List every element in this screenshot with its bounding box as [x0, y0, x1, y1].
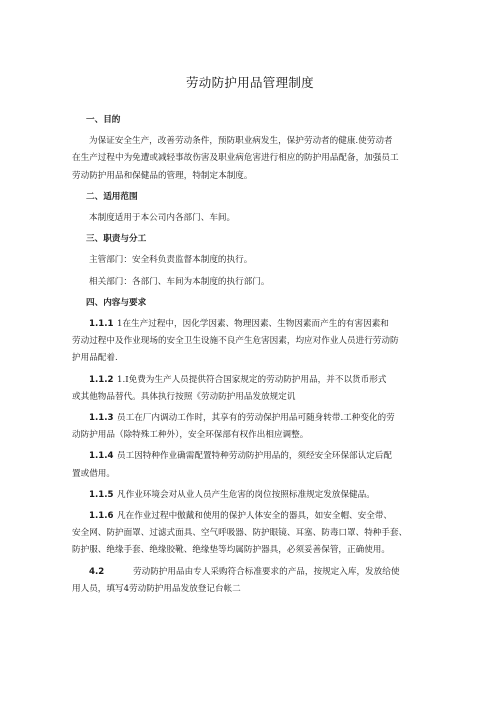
- paragraph-line: 1.I免费为生产人员提供符合国家规定的劳动防护用品，并不以货币形式: [117, 374, 387, 385]
- paragraph-line: 用人员，填写4劳动防护用品发放登记台帐二: [72, 583, 241, 594]
- numbered-clause: [72, 448, 440, 482]
- paragraph-line: 相关部门：各部门、车间为本制度的执行部门。: [89, 276, 270, 287]
- paragraph-line: 劳动过程中及作业现场的安全卫生设施不良产生危害因素，均应对作业人员进行劳动防: [72, 336, 399, 347]
- clause-number: 1.1.2: [89, 374, 114, 385]
- clause-number: 1.1.4: [89, 451, 114, 462]
- numbered-clause: [72, 316, 440, 368]
- document-body: [72, 112, 440, 602]
- paragraph-line: 劳动防护用品和保健品的管理，特制定本制度。: [72, 170, 253, 181]
- paragraph-line: 本制度适用于本公司内各部门、车间。: [89, 213, 236, 224]
- numbered-clause: [72, 372, 440, 406]
- paragraph-line: 员工在厂内调动工作时，其享有的劳动保护用品可随身转带.工种变化的劳: [117, 413, 395, 424]
- section-heading: 一、目的: [86, 115, 121, 125]
- paragraph-line: 员工因特种作业确需配置特种劳动防护用品的，须经安全环保部认定后配: [117, 451, 393, 462]
- paragraph: [72, 133, 440, 185]
- section-heading: 二、适用范围: [86, 191, 138, 202]
- clause-number: 1.1.3: [89, 413, 114, 424]
- paragraph-line: 1在生产过程中，因化学因素、物理因素、生物因素而产生的有害因素和: [117, 319, 389, 330]
- paragraph-line: 凡作业环境会对从业人员产生危害的岗位按照标准规定发放保健品。: [117, 489, 375, 500]
- clause-number: 1.1.5: [89, 489, 114, 500]
- paragraph: [72, 210, 440, 227]
- section-heading: 四、内容与要求: [86, 297, 147, 308]
- paragraph-line: 安全网、防护面罩、过滤式面具、空气呼吸器、防护眼镜、耳塞、防毒口罩、特种手套、: [72, 528, 408, 539]
- paragraph-line: 护用品配着.: [72, 353, 118, 364]
- paragraph: [72, 274, 440, 291]
- paragraph-line: 主管部门：安全科负责监督本制度的执行。: [89, 255, 253, 266]
- paragraph-line: 防护服、绝缘手套、绝缘胶靴、绝缘垫等均属防护器具，必须妥善保管，正确使用。: [72, 545, 390, 556]
- document-title: 劳动防护用品管理制度: [185, 75, 314, 90]
- paragraph-line: 为保证安全生产，改善劳动条件，预防职业病发生，保护劳动者的健康.使劳动者: [89, 136, 393, 147]
- paragraph-line: 动防护用品（除特殊工种外），安全环保部有权作出相应调整。: [72, 430, 309, 441]
- paragraph-line: 置或借用。: [72, 468, 115, 479]
- paragraph: [72, 252, 440, 269]
- numbered-clause: [72, 508, 440, 560]
- numbered-clause: [72, 410, 440, 444]
- clause-number: 1.1.6: [89, 511, 114, 522]
- numbered-clause: [72, 564, 440, 598]
- paragraph-line: 在生产过程中为免遭或减轻事故伤害及职业病危害进行相应的防护用品配备，加强员工: [72, 153, 399, 164]
- paragraph-line: 凡在作业过程中傲戴和使用的保护人体安全的器具，如安全帽、安全带、: [117, 511, 393, 522]
- section-heading: 三、职责与分工: [86, 234, 147, 245]
- numbered-clause: [72, 487, 440, 504]
- paragraph-line: 劳动防护用品由专人采购符合标准要求的产品，按规定入库，发放给使: [133, 566, 400, 577]
- clause-number: 4.2: [89, 566, 105, 577]
- clause-number: 1.1.1: [89, 319, 114, 330]
- paragraph-line: 或其他物品替代。具体执行按照《劳动防护用品发放规定讥: [72, 391, 296, 402]
